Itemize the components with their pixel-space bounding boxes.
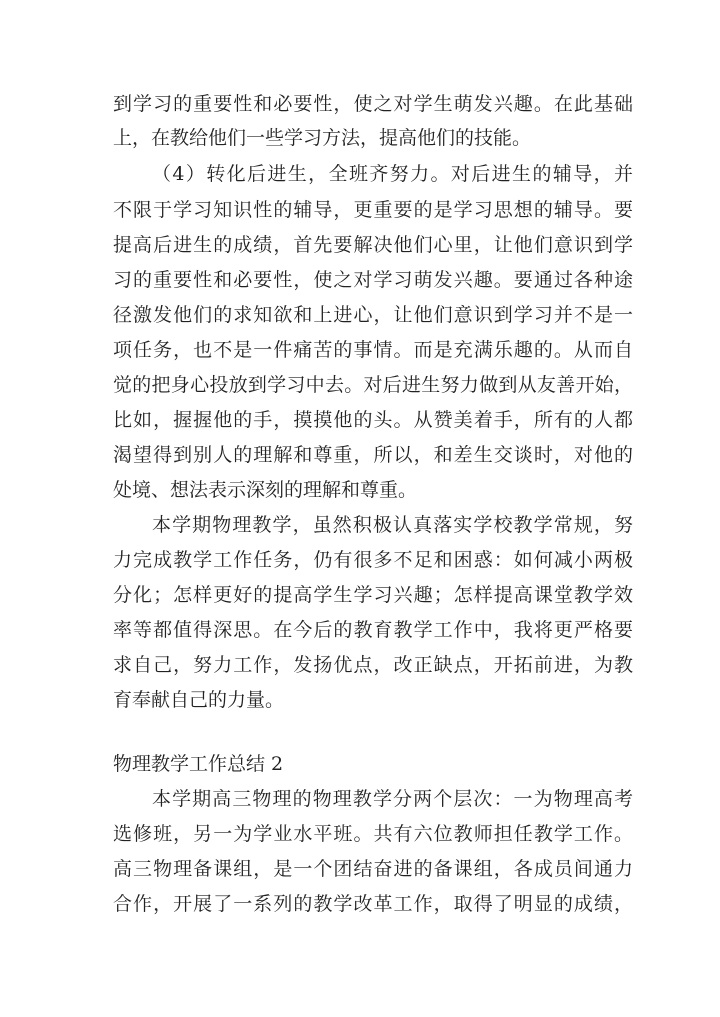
paragraph-line: 高三物理备课组，是一个团结奋进的备课组，各成员间通力 xyxy=(113,858,633,880)
section-title: 物理教学工作总结 2 xyxy=(113,753,284,775)
paragraph-line: 提高后进生的成绩，首先要解决他们心里，让他们意识到学 xyxy=(113,234,633,256)
paragraph-line: 项任务，也不是一件痛苦的事情。而是充满乐趣的。从而自 xyxy=(113,339,633,361)
paragraph-line: 分化；怎样更好的提高学生学习兴趣；怎样提高课堂教学效 xyxy=(113,584,633,606)
paragraph-line: 处境、想法表示深刻的理解和尊重。 xyxy=(113,479,418,501)
paragraph-line: 习的重要性和必要性，使之对学习萌发兴趣。要通过各种途 xyxy=(113,269,633,291)
paragraph-line: 力完成教学工作任务，仍有很多不足和困惑：如何减小两极 xyxy=(113,549,633,571)
paragraph-line: 到学习的重要性和必要性，使之对学生萌发兴趣。在此基础 xyxy=(113,93,633,115)
paragraph-line: 本学期物理教学，虽然积极认真落实学校教学常规，努 xyxy=(152,514,633,536)
paragraph-line: 上，在教给他们一些学习方法，提高他们的技能。 xyxy=(113,127,532,149)
paragraph-line: 求自己，努力工作，发扬优点，改正缺点，开拓前进，为教 xyxy=(113,654,633,676)
paragraph-line: 不限于学习知识性的辅导，更重要的是学习思想的辅导。要 xyxy=(113,199,633,221)
paragraph-line: 径激发他们的求知欲和上进心，让他们意识到学习并不是一 xyxy=(113,304,633,326)
paragraph-line: 率等都值得深思。在今后的教育教学工作中，我将更严格要 xyxy=(113,619,633,641)
paragraph-line: （4）转化后进生，全班齐努力。对后进生的辅导，并 xyxy=(152,163,633,185)
paragraph-line: 本学期高三物理的物理教学分两个层次：一为物理高考 xyxy=(152,788,633,810)
paragraph-line: 渴望得到别人的理解和尊重，所以，和差生交谈时，对他的 xyxy=(113,444,633,466)
paragraph-line: 育奉献自己的力量。 xyxy=(113,689,285,711)
paragraph-line: 比如，握握他的手，摸摸他的头。从赞美着手，所有的人都 xyxy=(113,409,633,431)
paragraph-line: 觉的把身心投放到学习中去。对后进生努力做到从友善开始， xyxy=(113,374,633,396)
paragraph-line: 选修班，另一为学业水平班。共有六位教师担任教学工作。 xyxy=(113,823,633,845)
paragraph-line: 合作，开展了一系列的教学改革工作，取得了明显的成绩， xyxy=(113,893,633,915)
